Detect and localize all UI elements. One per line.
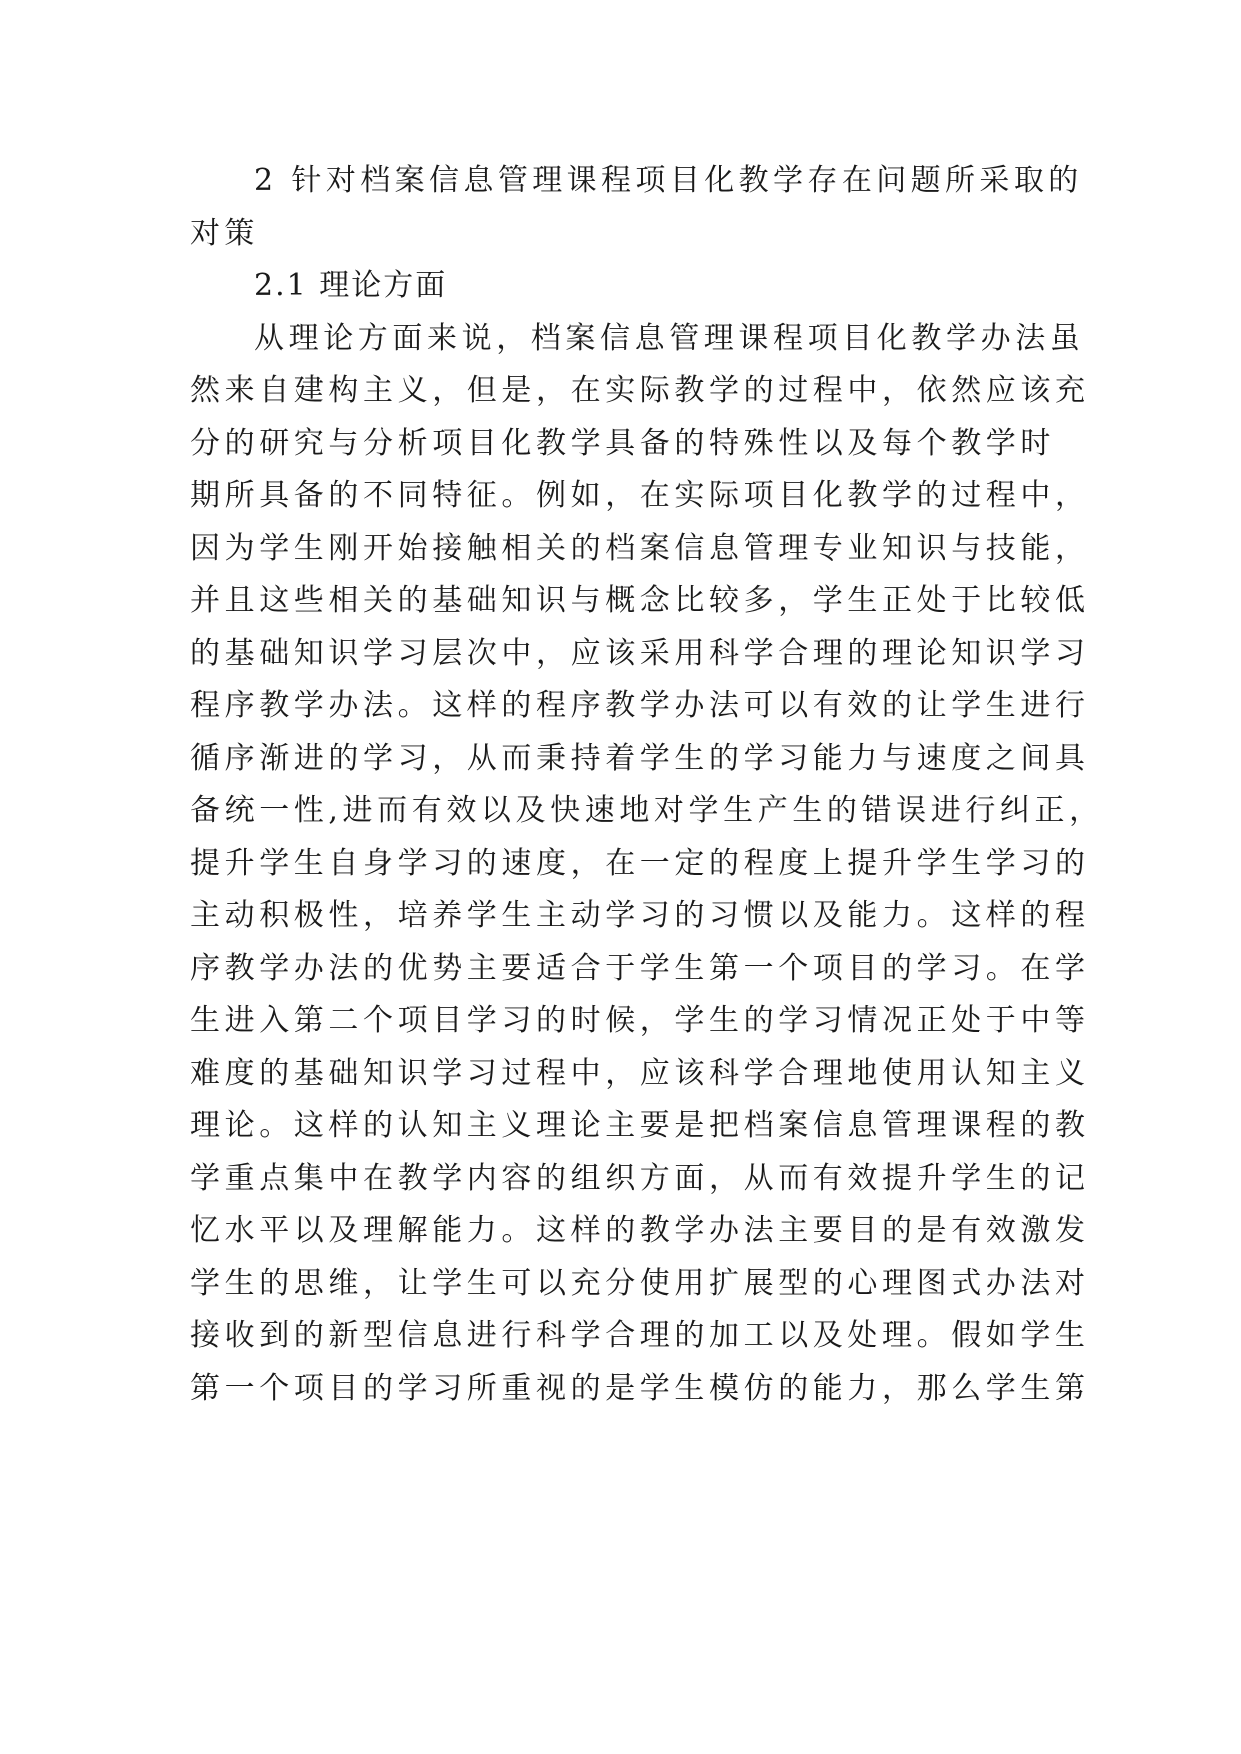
paragraph-line: 难度的基础知识学习过程中，应该科学合理地使用认知主义: [190, 1055, 1090, 1091]
paragraph-line: 主动积极性，培养学生主动学习的习惯以及能力。这样的程: [190, 898, 1090, 933]
paragraph-line: 第一个项目的学习所重视的是学生模仿的能力，那么学生第: [190, 1370, 1090, 1406]
paragraph-line: 的基础知识学习层次中，应该采用科学合理的理论知识学习: [190, 635, 1090, 671]
paragraph-line: 循序渐进的学习，从而秉持着学生的学习能力与速度之间具: [190, 740, 1090, 776]
paragraph-line: 备统一性,进而有效以及快速地对学生产生的错误进行纠正，: [190, 793, 1104, 828]
section-heading-line-1: 2 针对档案信息管理课程项目化教学存在问题所采取的: [254, 163, 1083, 198]
paragraph-line: 并且这些相关的基础知识与概念比较多，学生正处于比较低: [190, 583, 1090, 618]
paragraph-line: 分的研究与分析项目化教学具备的特殊性以及每个教学时: [190, 425, 1055, 461]
paragraph-line: 期所具备的不同特征。例如，在实际项目化教学的过程中，: [190, 478, 1090, 513]
document-body: [190, 158, 1104, 1418]
paragraph-line: 程序教学办法。这样的程序教学办法可以有效的让学生进行: [190, 688, 1090, 723]
paragraph-line: 因为学生刚开始接触相关的档案信息管理专业知识与技能，: [190, 530, 1090, 566]
paragraph-line: 提升学生自身学习的速度，在一定的程度上提升学生学习的: [190, 845, 1090, 881]
paragraph-line: 序教学办法的优势主要适合于学生第一个项目的学习。在学: [190, 950, 1090, 986]
paragraph-line: 理论。这样的认知主义理论主要是把档案信息管理课程的教: [190, 1108, 1090, 1143]
paragraph-line: 生进入第二个项目学习的时候，学生的学习情况正处于中等: [190, 1003, 1090, 1038]
paragraph-line: 学生的思维，让学生可以充分使用扩展型的心理图式办法对: [190, 1265, 1090, 1301]
section-heading-line-2: 对策: [190, 215, 259, 251]
subsection-heading: 2.1 理论方面: [254, 268, 448, 303]
paragraph-line: 然来自建构主义，但是，在实际教学的过程中，依然应该充: [190, 373, 1090, 408]
paragraph-line: 接收到的新型信息进行科学合理的加工以及处理。假如学生: [190, 1318, 1090, 1353]
paragraph-line: 忆水平以及理解能力。这样的教学办法主要目的是有效激发: [190, 1213, 1090, 1248]
paragraph-line: 从理论方面来说，档案信息管理课程项目化教学办法虽: [254, 320, 1085, 356]
paragraph-line: 学重点集中在教学内容的组织方面，从而有效提升学生的记: [190, 1160, 1090, 1196]
